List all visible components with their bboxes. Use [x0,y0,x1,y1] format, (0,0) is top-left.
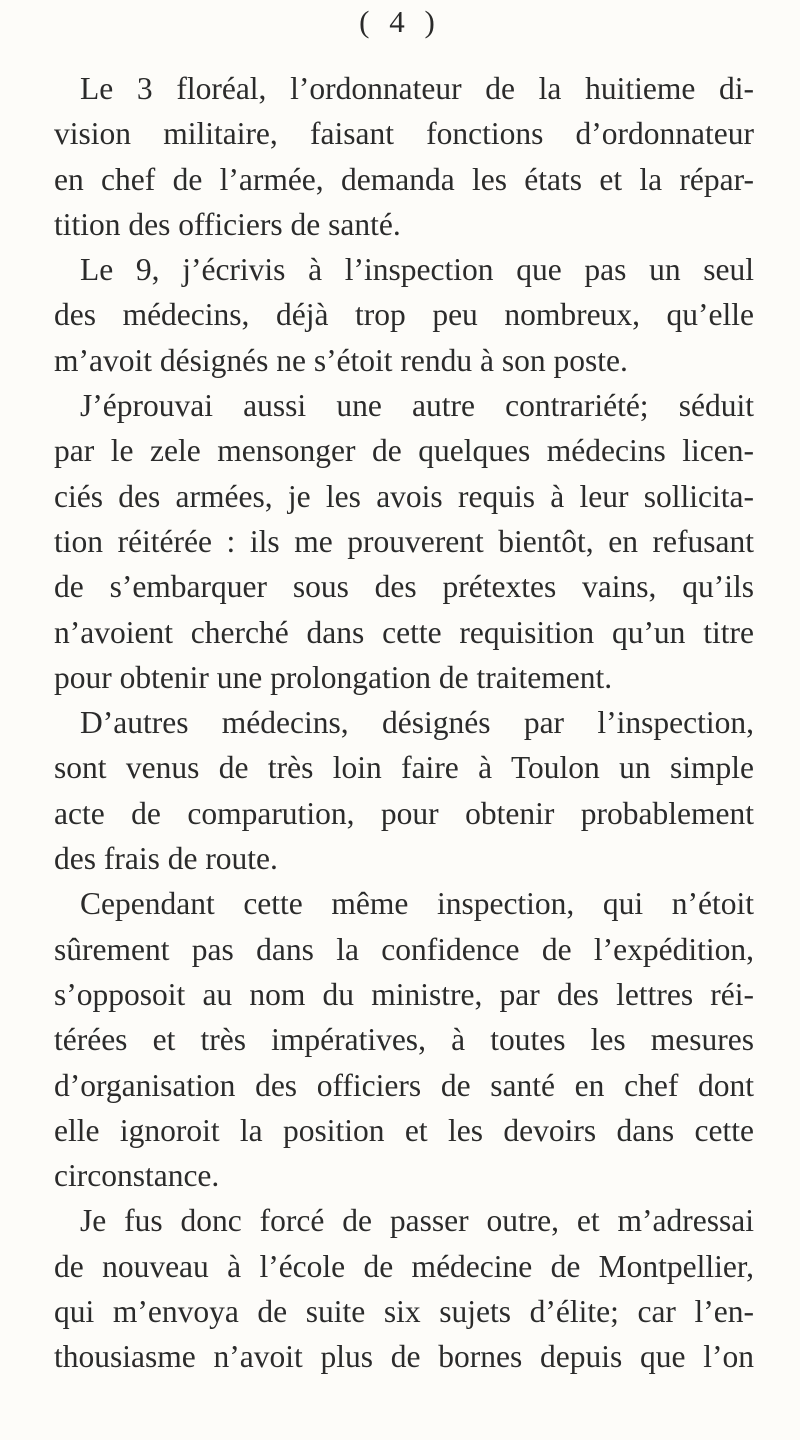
text-line: Le 9, j’écrivis à l’inspection que pas un seul [80,252,754,288]
page-number: ( 4 ) [359,4,441,39]
text-line: par le zele mensonger de quelques médecins licen- [54,433,754,469]
text-line: en chef de l’armée, demanda les états et la répar- [54,161,754,197]
text-line: Le 3 floréal, l’ordonnateur de la huitieme di- [80,71,754,106]
text-line: sont venus de très loin faire à Toulon un simple [54,750,754,786]
text-line: ciés des armées, je les avois requis à leur sollicita- [54,478,754,514]
text-line: thousiasme n’avoit plus de bornes depuis que l’on [54,1339,754,1375]
text-line: n’avoient cherché dans cette requisition qu’un titre [54,614,754,650]
text-line: s’opposoit au nom du ministre, par des lettres réi- [54,976,754,1012]
text-line: Je fus donc forcé de passer outre, et m’adressai [80,1203,754,1239]
text-line: tition des officiers de santé. [54,206,401,242]
text-line: qui m’envoya de suite six sujets d’élite; car l’en- [54,1294,754,1330]
text-line: pour obtenir une prolongation de traitement. [54,659,613,695]
text-line: circonstance. [54,1158,220,1194]
text-line: des médecins, déjà trop peu nombreux, qu’elle [54,297,754,333]
text-line: des frais de route. [54,841,278,877]
text-line: de s’embarquer sous des prétextes vains, qu’ils [54,569,754,605]
text-line: m’avoit désignés ne s’étoit rendu à son poste. [54,342,628,378]
text-line: térées et très impératives, à toutes les mesures [54,1022,754,1058]
text-line: acte de comparution, pour obtenir probablement [54,795,754,831]
text-line: de nouveau à l’école de médecine de Montpellier, [54,1248,754,1284]
text-line: d’organisation des officiers de santé en chef dont [54,1067,754,1103]
body-text [54,66,754,1380]
text-line: D’autres médecins, désignés par l’inspection, [80,705,754,741]
text-line: Cependant cette même inspection, qui n’étoit [80,886,754,922]
text-line: J’éprouvai aussi une autre contrariété; séduit [80,388,754,424]
text-line: tion réitérée : ils me prouverent bientôt, en refusant [54,523,754,559]
text-line: vision militaire, faisant fonctions d’ordonnateur [54,116,754,152]
text-line: sûrement pas dans la confidence de l’expédition, [54,931,754,967]
text-line: elle ignoroit la position et les devoirs dans cette [54,1112,754,1148]
